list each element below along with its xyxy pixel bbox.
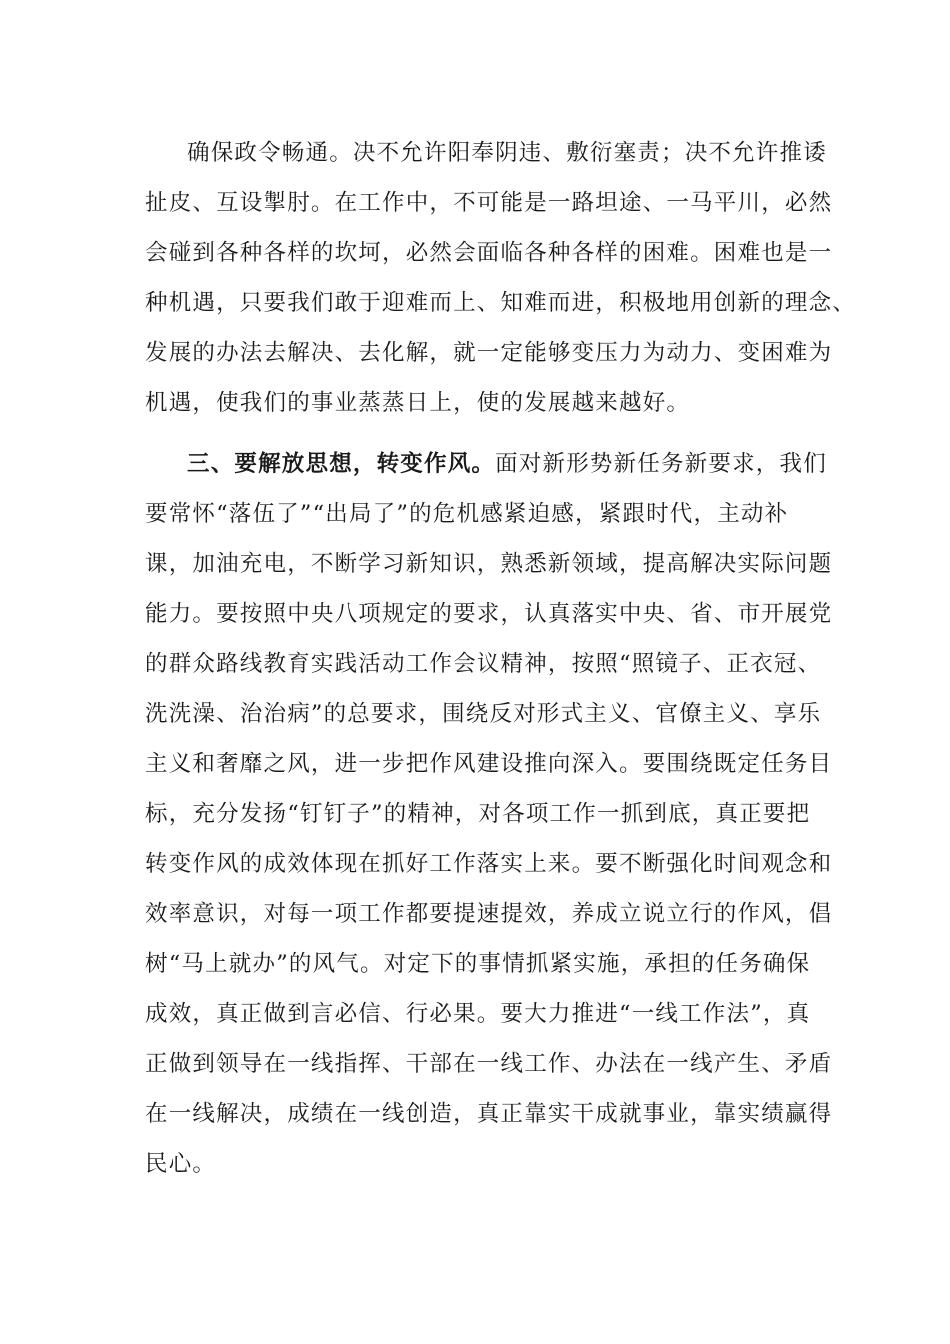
section-heading: 三、要解放思想，转变作风。 (187, 451, 496, 477)
paragraph-2-line-4: 能力。要按照中央八项规定的要求，认真落实中央、省、市开展党 (145, 601, 833, 627)
paragraph-2-line-5: 的群众路线教育实践活动工作会议精神，按照“照镜子、正衣冠、 (145, 651, 822, 677)
paragraph-1-line-3: 会碰到各种各样的坎坷，必然会面临各种各样的困难。困难也是一 (145, 240, 833, 266)
paragraph-2-line-2: 要常怀“落伍了”“出局了”的危机感紧迫感，紧跟时代，主动补 (145, 501, 789, 527)
paragraph-2-line-7: 主义和奢靡之风，进一步把作风建设推向深入。要围绕既定任务目 (145, 751, 833, 777)
paragraph-2-line-3: 课，加油充电，不断学习新知识，熟悉新领域，提高解决实际问题 (145, 551, 833, 577)
paragraph-2-first-line (187, 449, 827, 479)
paragraph-2-line-6: 洗洗澡、治治病”的总要求，围绕反对形式主义、官僚主义、享乐 (145, 701, 822, 727)
paragraph-2-line-12: 成效，真正做到言必信、行必果。要大力推进“一线工作法”，真 (145, 1001, 811, 1027)
paragraph-2-line-9: 转变作风的成效体现在抓好工作落实上来。要不断强化时间观念和 (145, 851, 833, 877)
paragraph-1-line-2: 扯皮、互设掣肘。在工作中，不可能是一路坦途、一马平川，必然 (145, 190, 833, 216)
paragraph-2-line-14: 在一线解决，成绩在一线创造，真正靠实干成就事业，靠实绩赢得 (145, 1101, 833, 1127)
paragraph-2-line-8: 标，充分发扬“钉钉子”的精神，对各项工作一抓到底，真正要把 (145, 801, 811, 827)
paragraph-1-line-4: 种机遇，只要我们敢于迎难而上、知难而进，积极地用创新的理念、 (145, 290, 857, 316)
paragraph-1-line-6: 机遇，使我们的事业蒸蒸日上，使的发展越来越好。 (145, 390, 691, 416)
paragraph-2-line-15: 民心。 (145, 1151, 217, 1177)
paragraph-2-first-line-rest: 面对新形势新任务新要求，我们 (495, 451, 827, 477)
paragraph-2-line-11: 树“马上就办”的风气。对定下的事情抓紧实施，承担的任务确保 (145, 951, 811, 977)
paragraph-2-line-13: 正做到领导在一线指挥、干部在一线工作、办法在一线产生、矛盾 (145, 1051, 833, 1077)
paragraph-2-line-10: 效率意识，对每一项工作都要提速提效，养成立说立行的作风，倡 (145, 901, 833, 927)
paragraph-1-line-1: 确保政令畅通。决不允许阳奉阴违、敷衍塞责；决不允许推诿 (187, 140, 827, 166)
paragraph-1-line-5: 发展的办法去解决、去化解，就一定能够变压力为动力、变困难为 (145, 340, 833, 366)
